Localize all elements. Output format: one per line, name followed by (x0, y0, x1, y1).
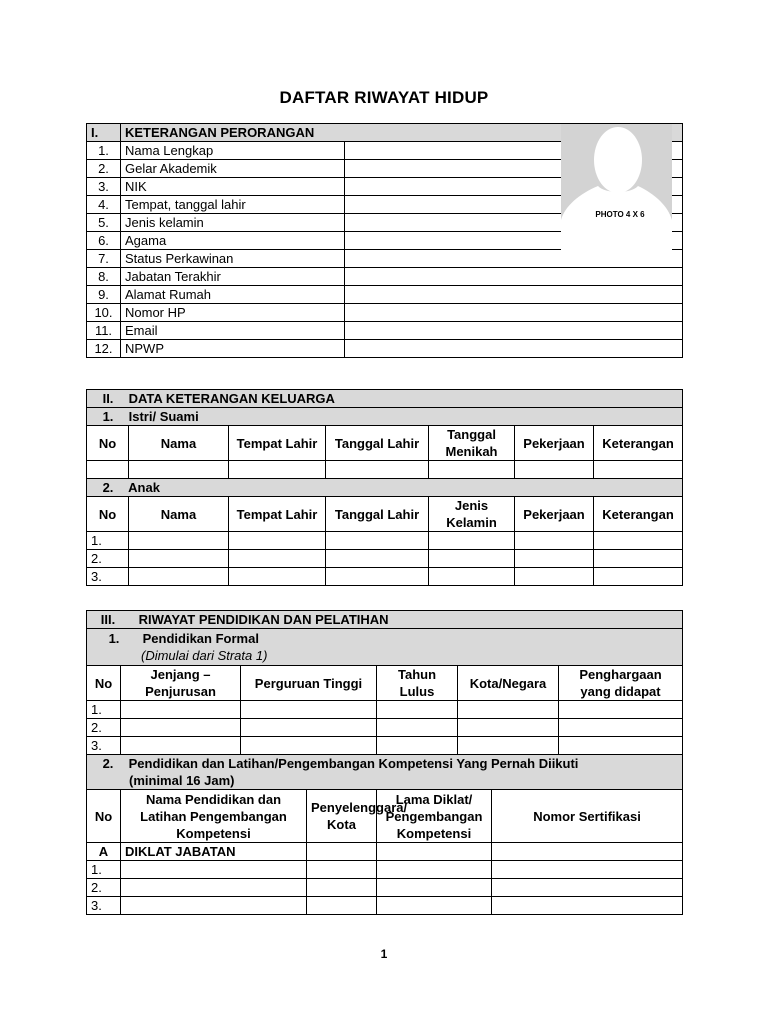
section-1-number: I. (87, 124, 121, 142)
field-label: NIK (121, 178, 345, 196)
children-table-header (87, 497, 683, 532)
training-title: Pendidikan dan Latihan/Pengembangan Kompetensi Yang Pernah Diikuti (128, 756, 579, 771)
training-subheader (87, 755, 683, 790)
col-header: No (87, 666, 121, 701)
col-header: Tempat Lahir (229, 497, 326, 532)
col-header: Pekerjaan (515, 426, 594, 461)
children-title: Anak (128, 480, 160, 495)
field-label: Nama Lengkap (121, 142, 345, 160)
field-label: NPWP (121, 340, 345, 358)
col-header: Tahun Lulus (377, 666, 458, 701)
personal-info-row[interactable] (87, 268, 683, 286)
personal-info-row[interactable] (87, 250, 683, 268)
section-2-header (87, 390, 683, 408)
table-row[interactable]: 3. (87, 568, 683, 586)
row-number: 2. (87, 160, 121, 178)
training-number: 2. (102, 756, 114, 771)
section-2-number: II. (102, 391, 114, 406)
col-header: Nama (129, 426, 229, 461)
spouse-subheader (87, 408, 683, 426)
children-number: 2. (102, 480, 114, 495)
col-header: Keterangan (594, 426, 683, 461)
field-label: Jabatan Terakhir (121, 268, 345, 286)
col-header: Penghargaan yang didapat (559, 666, 683, 701)
training-table-header (87, 790, 683, 843)
photo-placeholder[interactable] (561, 124, 672, 252)
table-row[interactable]: 3. (87, 897, 683, 915)
training-note: (minimal 16 Jam) (129, 773, 235, 788)
col-header: No (87, 426, 129, 461)
training-group-row (87, 843, 683, 861)
page-number: 1 (380, 947, 388, 961)
col-header: Nama (129, 497, 229, 532)
col-header: Perguruan Tinggi (241, 666, 377, 701)
row-number: 5. (87, 214, 121, 232)
field-label: Gelar Akademik (121, 160, 345, 178)
photo-label: PHOTO 4 X 6 (595, 210, 645, 219)
field-label: Alamat Rumah (121, 286, 345, 304)
field-label: Agama (121, 232, 345, 250)
formal-education-table-header (87, 666, 683, 701)
field-value[interactable] (345, 268, 683, 286)
spouse-title: Istri/ Suami (128, 409, 199, 424)
field-label: Email (121, 322, 345, 340)
col-header: No (87, 497, 129, 532)
personal-info-row[interactable] (87, 340, 683, 358)
row-number: 3. (87, 178, 121, 196)
person-silhouette-icon (561, 124, 672, 252)
field-label: Jenis kelamin (121, 214, 345, 232)
field-value[interactable] (345, 250, 683, 268)
col-header: Jenjang – Penjurusan (121, 666, 241, 701)
col-header: Tempat Lahir (229, 426, 326, 461)
formal-education-number: 1. (108, 631, 120, 646)
section-3-title: RIWAYAT PENDIDIKAN DAN PELATIHAN (138, 612, 389, 627)
formal-education-subheader (87, 629, 683, 666)
spouse-row[interactable] (87, 461, 683, 479)
row-number: 9. (87, 286, 121, 304)
personal-info-row[interactable] (87, 322, 683, 340)
col-header: Lama Diklat/ Pengembangan Kompetensi (377, 790, 492, 843)
section-3-header (87, 611, 683, 629)
education-table (86, 610, 683, 915)
field-value[interactable] (345, 304, 683, 322)
col-header: Penyelenggara/ Kota (307, 790, 377, 843)
row-number: 6. (87, 232, 121, 250)
formal-education-note: (Dimulai dari Strata 1) (141, 648, 268, 663)
field-label: Tempat, tanggal lahir (121, 196, 345, 214)
table-row[interactable]: 1. (87, 861, 683, 879)
row-number: 12. (87, 340, 121, 358)
table-row[interactable]: 1. (87, 532, 683, 550)
col-header: Keterangan (594, 497, 683, 532)
col-header: Kota/Negara (458, 666, 559, 701)
field-value[interactable] (345, 322, 683, 340)
col-header: Nomor Sertifikasi (492, 790, 683, 843)
spouse-table-header (87, 426, 683, 461)
field-value[interactable] (345, 340, 683, 358)
section-3-number: III. (100, 612, 116, 627)
row-number: 8. (87, 268, 121, 286)
table-row[interactable]: 1. (87, 701, 683, 719)
children-subheader (87, 479, 683, 497)
col-header: Tanggal Menikah (429, 426, 515, 461)
table-row[interactable]: 2. (87, 550, 683, 568)
section-2-title: DATA KETERANGAN KELUARGA (128, 391, 335, 406)
table-row[interactable]: 2. (87, 879, 683, 897)
row-number: 11. (87, 322, 121, 340)
col-header: Tanggal Lahir (326, 497, 429, 532)
col-header: Tanggal Lahir (326, 426, 429, 461)
row-number: 4. (87, 196, 121, 214)
table-row[interactable]: 2. (87, 719, 683, 737)
group-letter: A (87, 843, 121, 861)
col-header: No (87, 790, 121, 843)
col-header: Nama Pendidikan dan Latihan Pengembangan Kompetensi (121, 790, 307, 843)
personal-info-row[interactable] (87, 286, 683, 304)
document-title: DAFTAR RIWAYAT HIDUP (279, 88, 489, 107)
field-label: Status Perkawinan (121, 250, 345, 268)
row-number: 1. (87, 142, 121, 160)
section-1-title: KETERANGAN PERORANGAN (121, 124, 683, 142)
col-header: Pekerjaan (515, 497, 594, 532)
formal-education-title: Pendidikan Formal (142, 631, 259, 646)
field-label: Nomor HP (121, 304, 345, 322)
table-row[interactable]: 3. (87, 737, 683, 755)
spouse-number: 1. (102, 409, 114, 424)
row-number: 7. (87, 250, 121, 268)
family-table (86, 389, 683, 586)
personal-info-row[interactable] (87, 304, 683, 322)
field-value[interactable] (345, 286, 683, 304)
col-header: Jenis Kelamin (429, 497, 515, 532)
row-number: 10. (87, 304, 121, 322)
group-label: DIKLAT JABATAN (121, 843, 307, 861)
